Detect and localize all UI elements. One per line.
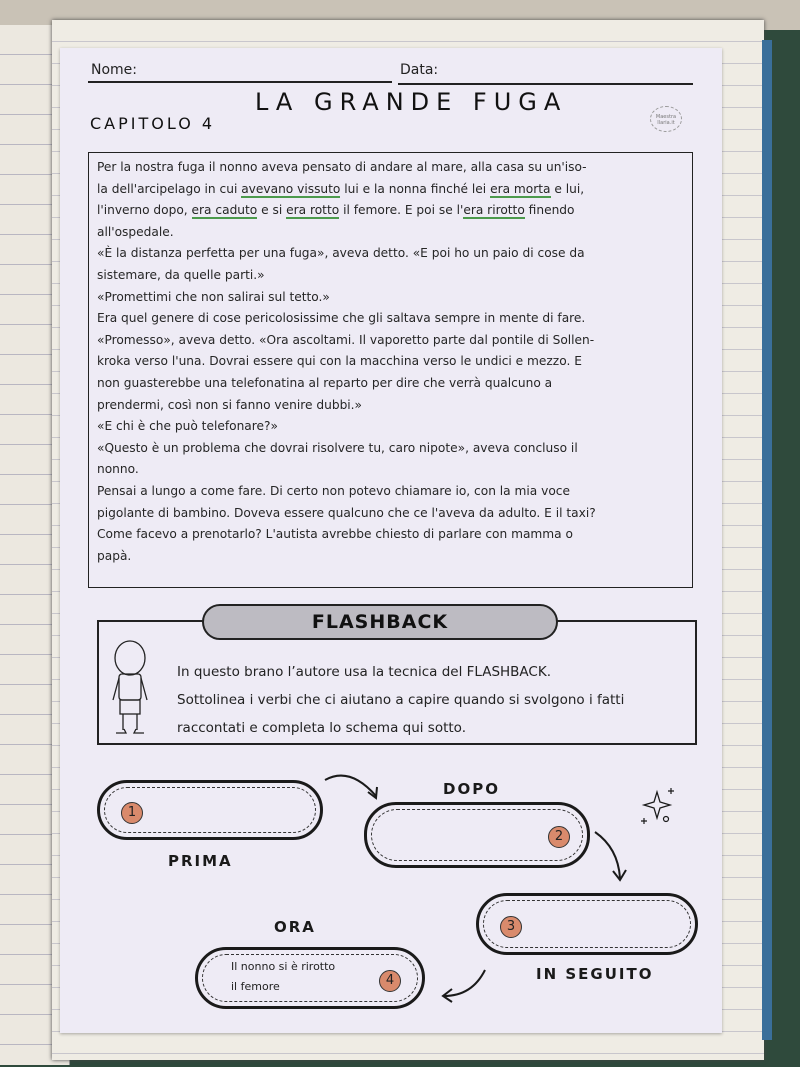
instruction-line: raccontati e completa lo schema qui sotto. [177,720,466,736]
step-number-badge: 2 [548,826,570,848]
flashback-title: FLASHBACK [202,604,558,640]
chapter-label: CAPITOLO 4 [90,114,216,133]
name-label: Nome: [91,62,138,78]
label-dopo: DOPO [443,780,500,798]
passage-text: «Promettimi che non salirai sul tetto.» [97,289,330,304]
step-number-badge: 1 [121,802,143,824]
underlined-verb: era rotto [286,203,340,218]
passage-text: sistemare, da quelle parti.» [97,267,265,282]
passage-text: pigolante di bambino. Doveva essere qualcuno che ce l'aveva da adulto. E il taxi? [97,505,596,520]
label-prima: PRIMA [168,852,233,870]
passage-text: Era quel genere di cose pericolosissime che gli saltava sempre in mente di fare. [97,311,586,326]
passage-text: papà. [97,548,132,563]
passage-text: «Promesso», aveva detto. «Ora ascoltami. Il vaporetto parte dal pontile di Sollen- [97,332,595,347]
passage-text: all'ospedale. [97,224,174,239]
underlined-verb: era morta [490,181,551,196]
passage-text: finendo [524,203,575,218]
passage-text: il femore. E poi se l' [339,203,464,218]
answer-line: il femore [231,980,280,993]
step-number-badge: 3 [500,916,522,938]
passage-text: Per la nostra fuga il nonno aveva pensato di andare al mare, alla casa su un'iso- [97,160,587,174]
timeline-arrows-icon [60,48,722,1033]
instruction-line: In questo brano l’autore usa la tecnica del FLASHBACK. [177,664,551,680]
passage-text: non guasterebbe una telefonatina al reparto per dire che verrà qualcuno a [97,375,553,390]
passage-text: «E chi è che può telefonare?» [97,419,278,434]
passage-text: l'inverno dopo, [97,203,192,218]
underlined-verb: era caduto [191,203,258,218]
passage-text: kroka verso l'una. Dovrai essere qui con la macchina verso le undici e mezzo. E [97,354,582,369]
passage-text: Come facevo a prenotarlo? L'autista avrebbe chiesto di parlare con mamma o [97,527,573,542]
logo: Maestra Ilaria.it [650,106,682,132]
worksheet [60,48,722,1033]
passage-text: prendermi, così non si fanno venire dubbi.» [97,397,363,412]
instruction-line: Sottolinea i verbi che ci aiutano a capire quando si svolgono i fatti [177,692,625,708]
notebook-cover-edge [762,40,772,1040]
passage-text: Pensai a lungo a come fare. Di certo non potevo chiamare io, con la mia voce [97,483,570,498]
passage-text: nonno. [97,462,139,477]
page-title: LA GRANDE FUGA [255,88,568,116]
passage-text: «È la distanza perfetta per una fuga», aveva detto. «E poi ho un paio di cose da [97,246,585,261]
answer-line: Il nonno si è rirotto [231,960,336,973]
passage-text: la dell'arcipelago in cui [97,181,242,196]
passage-text: e si [257,203,287,218]
passage-text: «Questo è un problema che dovrai risolvere tu, caro nipote», aveva concluso il [97,440,578,455]
date-label: Data: [400,62,439,78]
step-number-badge: 4 [379,970,401,992]
passage-text: e lui, [550,181,585,196]
label-in-seguito: IN SEGUITO [536,965,654,983]
underlined-verb: era rirotto [463,203,525,218]
label-ora: ORA [274,918,316,936]
underlined-verb: avevano vissuto [241,181,341,196]
passage-text: lui e la nonna finché lei [340,181,491,196]
